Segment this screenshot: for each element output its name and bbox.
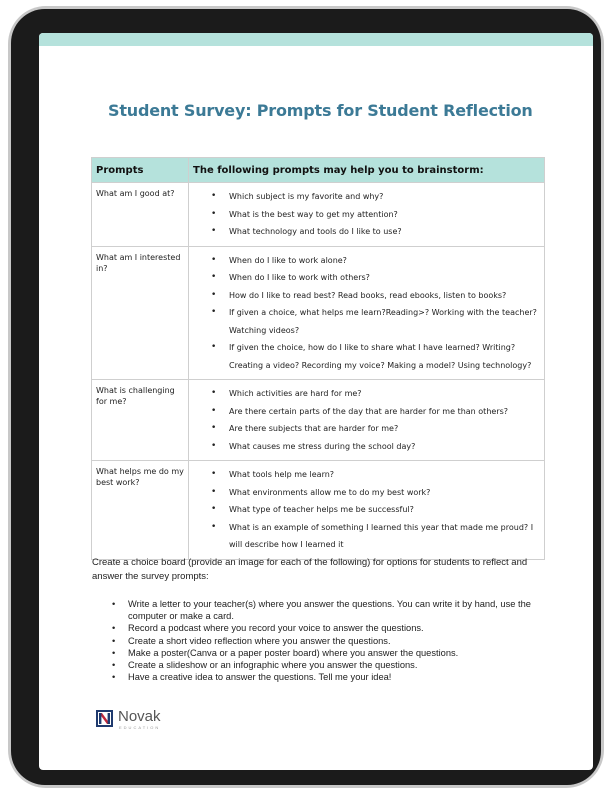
table-header-row bbox=[92, 158, 545, 183]
choice-item: • Have a creative idea to answer the questions. Tell me your idea! bbox=[92, 671, 542, 683]
prompt-item: • What tools help me learn? bbox=[193, 466, 540, 484]
prompt-item: • When do I like to work with others? bbox=[193, 269, 540, 287]
prompt-item: • What causes me stress during the school day? bbox=[193, 438, 540, 456]
choice-item: • Create a slideshow or an infographic where you answer the questions. bbox=[92, 659, 542, 671]
logo-wordmark: Novak bbox=[118, 708, 161, 725]
column-header-prompts: Prompts bbox=[92, 158, 189, 183]
novak-education-logo bbox=[96, 708, 216, 732]
choice-item: • Create a short video reflection where you answer the questions. bbox=[92, 635, 542, 647]
choice-item: • Write a letter to your teacher(s) where you answer the questions. You can write it by hand, use the computer or make a card. bbox=[92, 598, 542, 622]
prompt-item: • Which subject is my favorite and why? bbox=[193, 188, 540, 206]
prompt-item: • Are there subjects that are harder for me? bbox=[193, 420, 540, 438]
prompt-item: • What is an example of something I learned this year that made me proud? I will describe how I learned it bbox=[193, 519, 540, 554]
row-question: What is challenging for me? bbox=[92, 380, 189, 461]
prompt-item: • How do I like to read best? Read books, read ebooks, listen to books? bbox=[193, 287, 540, 305]
novak-logo-icon bbox=[96, 710, 113, 727]
document-page bbox=[39, 33, 593, 770]
logo-subtext: EDUCATION bbox=[119, 725, 161, 730]
choice-board-list bbox=[92, 598, 542, 683]
row-prompts bbox=[189, 461, 545, 560]
prompt-item: • If given a choice, what helps me learn?Reading>? Working with the teacher? Watching videos? bbox=[193, 304, 540, 339]
header-accent-band bbox=[39, 33, 593, 46]
prompt-item: • What environments allow me to do my best work? bbox=[193, 484, 540, 502]
prompt-item: • What type of teacher helps me be successful? bbox=[193, 501, 540, 519]
prompt-item: • Which activities are hard for me? bbox=[193, 385, 540, 403]
table-row bbox=[92, 183, 545, 247]
table-row bbox=[92, 380, 545, 461]
prompt-item: • If given the choice, how do I like to share what I have learned? Writing? Creating a video? Recording my voice? Making a model? Using technology? bbox=[193, 339, 540, 374]
prompt-item: • Are there certain parts of the day that are harder for me than others? bbox=[193, 403, 540, 421]
table-row bbox=[92, 246, 545, 380]
row-question: What am I interested in? bbox=[92, 246, 189, 380]
row-prompts bbox=[189, 380, 545, 461]
prompts-table bbox=[91, 157, 545, 560]
tablet-frame bbox=[11, 9, 601, 785]
row-question: What am I good at? bbox=[92, 183, 189, 247]
table-row bbox=[92, 461, 545, 560]
page-title: Student Survey: Prompts for Student Reflection bbox=[108, 101, 533, 120]
choice-board-intro: Create a choice board (provide an image for each of the following) for options for students to reflect and answer the survey prompts: bbox=[92, 557, 528, 582]
prompt-item: • When do I like to work alone? bbox=[193, 252, 540, 270]
choice-item: • Record a podcast where you record your voice to answer the questions. bbox=[92, 622, 542, 634]
row-question: What helps me do my best work? bbox=[92, 461, 189, 560]
choice-item: • Make a poster(Canva or a paper poster board) where you answer the questions. bbox=[92, 647, 542, 659]
row-prompts bbox=[189, 246, 545, 380]
prompt-item: • What is the best way to get my attention? bbox=[193, 206, 540, 224]
column-header-brainstorm: The following prompts may help you to brainstorm: bbox=[189, 158, 545, 183]
prompt-item: • What technology and tools do I like to use? bbox=[193, 223, 540, 241]
row-prompts bbox=[189, 183, 545, 247]
